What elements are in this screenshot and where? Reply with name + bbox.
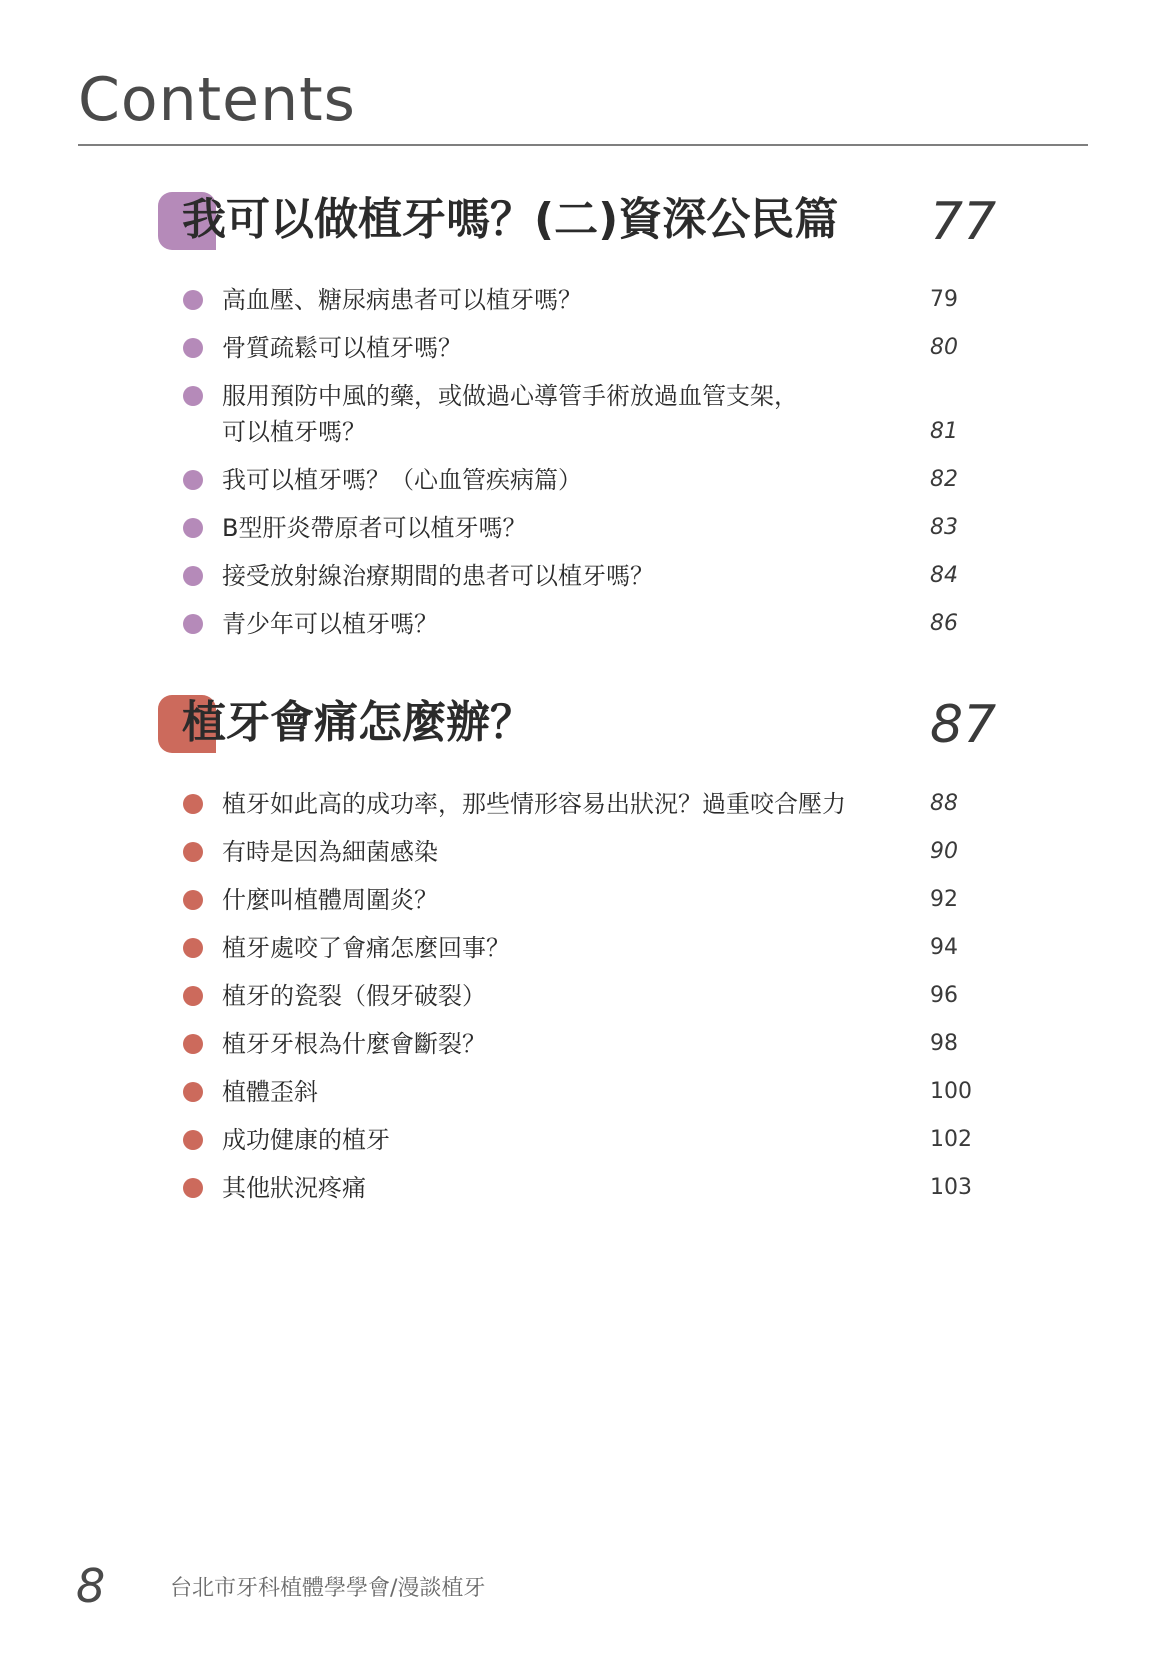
toc-item-title: 植牙處咬了會痛怎麼回事？ — [222, 934, 510, 962]
toc-item-title: B型肝炎帶原者可以植牙嗎？ — [222, 514, 527, 542]
toc-item-page: 86 — [930, 611, 958, 636]
section-page-number: 77 — [930, 192, 997, 252]
toc-item-page: 103 — [930, 1175, 972, 1200]
bullet-icon — [183, 566, 203, 586]
section-heading: 植牙會痛怎麼辦？ — [182, 697, 534, 748]
bullet-icon — [183, 1082, 203, 1102]
toc-item-page: 100 — [930, 1079, 972, 1104]
toc-item-title: 服用預防中風的藥，或做過心導管手術放過血管支架， — [222, 382, 798, 410]
bullet-icon — [183, 614, 203, 634]
toc-item-title: 植牙牙根為什麼會斷裂？ — [222, 1030, 486, 1058]
toc-item-page: 98 — [930, 1031, 958, 1056]
toc-item-title: 什麼叫植體周圍炎？ — [222, 886, 438, 914]
bullet-icon — [183, 938, 203, 958]
page-title: Contents — [78, 65, 356, 135]
toc-item-title: 青少年可以植牙嗎？ — [222, 610, 438, 638]
footer-running-title: 台北市牙科植體學學會/漫談植牙 — [170, 1576, 486, 1601]
toc-item-page: 90 — [930, 839, 958, 864]
toc-item-page: 81 — [930, 419, 958, 444]
bullet-icon — [183, 470, 203, 490]
bullet-icon — [183, 1130, 203, 1150]
bullet-icon — [183, 890, 203, 910]
bullet-icon — [183, 794, 203, 814]
toc-item-title: 接受放射線治療期間的患者可以植牙嗎？ — [222, 562, 654, 590]
toc-item-title: 植體歪斜 — [222, 1078, 318, 1106]
toc-item-title: 骨質疏鬆可以植牙嗎？ — [222, 334, 462, 362]
bullet-icon — [183, 386, 203, 406]
toc-item-title: 我可以植牙嗎？（心血管疾病篇） — [222, 466, 582, 494]
toc-item-title: 植牙的瓷裂（假牙破裂） — [222, 982, 486, 1010]
toc-item-title: 其他狀況疼痛 — [222, 1174, 366, 1202]
toc-item-page: 96 — [930, 983, 958, 1008]
bullet-icon — [183, 518, 203, 538]
bullet-icon — [183, 842, 203, 862]
toc-item-title: 成功健康的植牙 — [222, 1126, 390, 1154]
section-page-number: 87 — [930, 695, 997, 755]
bullet-icon — [183, 290, 203, 310]
bullet-icon — [183, 1178, 203, 1198]
toc-item-title: 植牙如此高的成功率，那些情形容易出狀況？過重咬合壓力 — [222, 790, 846, 818]
toc-item-page: 80 — [930, 335, 958, 360]
toc-item-page: 102 — [930, 1127, 972, 1152]
toc-item-page: 82 — [930, 467, 958, 492]
bullet-icon — [183, 1034, 203, 1054]
toc-item-page: 88 — [930, 791, 958, 816]
toc-item-page: 94 — [930, 935, 958, 960]
bullet-icon — [183, 338, 203, 358]
toc-item-page: 92 — [930, 887, 958, 912]
bullet-icon — [183, 986, 203, 1006]
section-heading: 我可以做植牙嗎？(二)資深公民篇 — [182, 194, 839, 245]
toc-item-title-continued: 可以植牙嗎？ — [222, 418, 366, 446]
toc-item-page: 79 — [930, 287, 958, 312]
toc-item-title: 高血壓、糖尿病患者可以植牙嗎？ — [222, 286, 582, 314]
footer-page-number: 8 — [76, 1559, 106, 1613]
title-divider — [78, 144, 1088, 146]
toc-item-page: 84 — [930, 563, 958, 588]
toc-item-page: 83 — [930, 515, 958, 540]
toc-item-title: 有時是因為細菌感染 — [222, 838, 438, 866]
